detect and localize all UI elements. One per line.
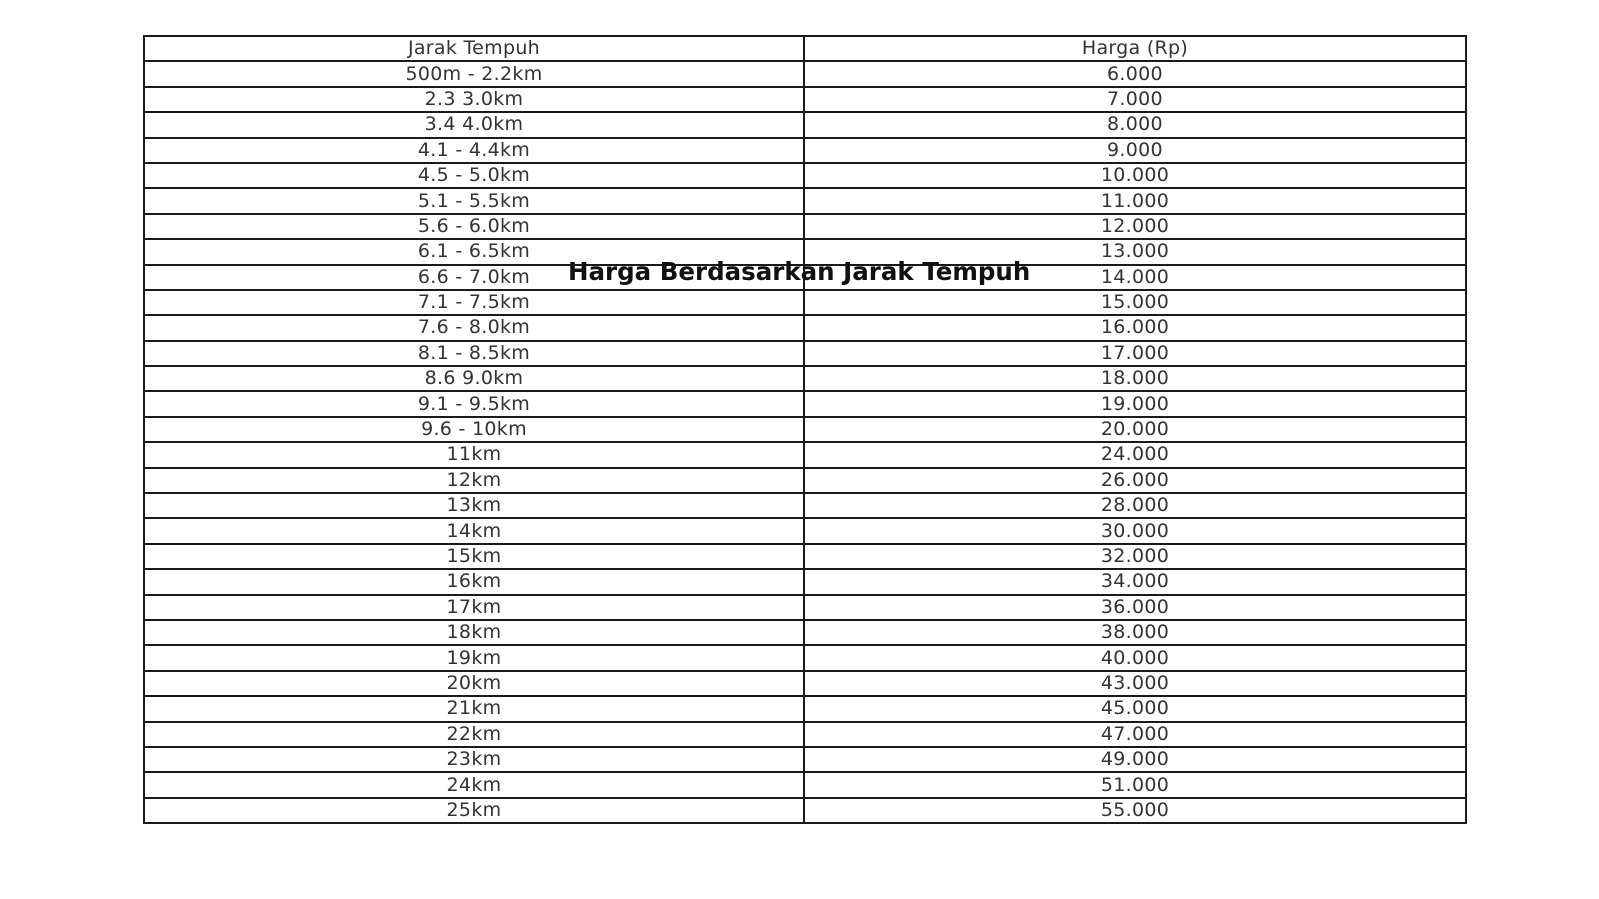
price-cell: 43.000 [804,671,1466,696]
distance-cell: 7.6 - 8.0km [144,315,804,340]
price-cell: 12.000 [804,214,1466,239]
price-cell: 17.000 [804,341,1466,366]
distance-cell: 12km [144,468,804,493]
price-cell: 14.000 [804,265,1466,290]
header-price: Harga (Rp) [804,36,1466,61]
table-row [144,772,1466,797]
price-cell: 19.000 [804,391,1466,416]
price-cell: 38.000 [804,620,1466,645]
price-cell: 47.000 [804,722,1466,747]
distance-cell: 25km [144,798,804,823]
table-row [144,544,1466,569]
table-row [144,798,1466,823]
distance-cell: 7.1 - 7.5km [144,290,804,315]
table-row [144,138,1466,163]
header-distance: Jarak Tempuh [144,36,804,61]
distance-cell: 18km [144,620,804,645]
distance-cell: 21km [144,696,804,721]
table-header-row [144,36,1466,61]
price-cell: 45.000 [804,696,1466,721]
table-row [144,188,1466,213]
price-cell: 9.000 [804,138,1466,163]
table-row [144,468,1466,493]
distance-cell: 24km [144,772,804,797]
distance-cell: 16km [144,569,804,594]
table-row [144,645,1466,670]
table-row [144,366,1466,391]
table-row [144,518,1466,543]
distance-cell: 22km [144,722,804,747]
table-row [144,493,1466,518]
distance-cell: 6.1 - 6.5km [144,239,804,264]
table-row [144,569,1466,594]
price-cell: 40.000 [804,645,1466,670]
table-row [144,442,1466,467]
table-row [144,290,1466,315]
page-title: Harga Berdasarkan Jarak Tempuh [568,257,1031,286]
table-row [144,722,1466,747]
distance-cell: 20km [144,671,804,696]
table-row [144,214,1466,239]
table-row [144,620,1466,645]
price-cell: 36.000 [804,595,1466,620]
price-cell: 28.000 [804,493,1466,518]
price-cell: 13.000 [804,239,1466,264]
distance-cell: 8.6 9.0km [144,366,804,391]
distance-cell: 11km [144,442,804,467]
table-row [144,417,1466,442]
table-row [144,391,1466,416]
price-cell: 55.000 [804,798,1466,823]
table-row [144,61,1466,86]
distance-cell: 9.6 - 10km [144,417,804,442]
price-cell: 20.000 [804,417,1466,442]
distance-cell: 5.1 - 5.5km [144,188,804,213]
price-cell: 49.000 [804,747,1466,772]
price-cell: 24.000 [804,442,1466,467]
price-cell: 34.000 [804,569,1466,594]
price-cell: 30.000 [804,518,1466,543]
distance-cell: 23km [144,747,804,772]
table-row [144,747,1466,772]
table-row [144,341,1466,366]
price-cell: 15.000 [804,290,1466,315]
table-body [144,61,1466,823]
price-cell: 18.000 [804,366,1466,391]
price-cell: 6.000 [804,61,1466,86]
table-row [144,112,1466,137]
price-cell: 10.000 [804,163,1466,188]
price-cell: 26.000 [804,468,1466,493]
table-row [144,163,1466,188]
distance-cell: 6.6 - 7.0km [144,265,804,290]
price-cell: 32.000 [804,544,1466,569]
distance-cell: 5.6 - 6.0km [144,214,804,239]
distance-cell: 19km [144,645,804,670]
distance-cell: 9.1 - 9.5km [144,391,804,416]
distance-cell: 14km [144,518,804,543]
distance-cell: 17km [144,595,804,620]
distance-cell: 15km [144,544,804,569]
price-cell: 8.000 [804,112,1466,137]
distance-cell: 8.1 - 8.5km [144,341,804,366]
price-cell: 16.000 [804,315,1466,340]
distance-cell: 4.1 - 4.4km [144,138,804,163]
distance-cell: 3.4 4.0km [144,112,804,137]
price-cell: 51.000 [804,772,1466,797]
table-row [144,696,1466,721]
table-row [144,87,1466,112]
table-row [144,315,1466,340]
price-table [143,35,1467,824]
price-cell: 11.000 [804,188,1466,213]
distance-cell: 2.3 3.0km [144,87,804,112]
distance-cell: 13km [144,493,804,518]
distance-cell: 500m - 2.2km [144,61,804,86]
table-row [144,671,1466,696]
price-cell: 7.000 [804,87,1466,112]
table-row [144,595,1466,620]
distance-cell: 4.5 - 5.0km [144,163,804,188]
